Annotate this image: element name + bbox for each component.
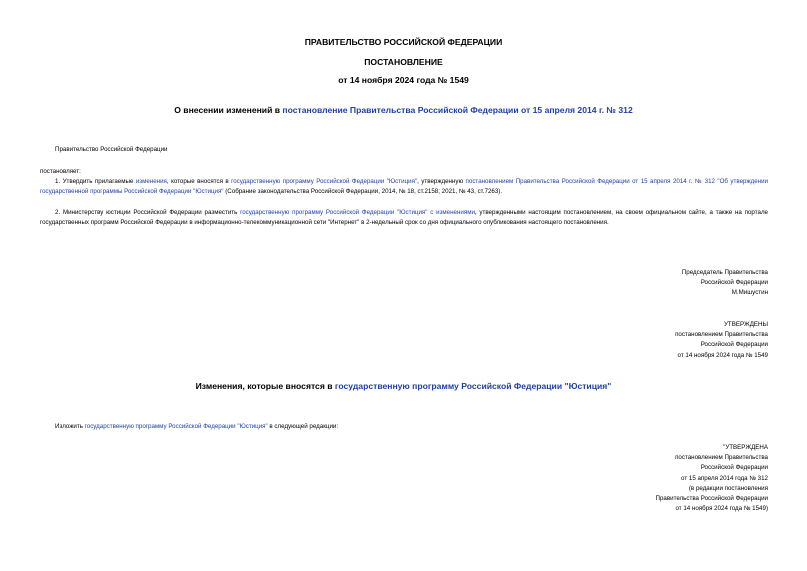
approved2-line-6: Правительства Российской Федерации: [655, 495, 768, 503]
approved2-block: [656, 443, 769, 514]
issuer-text: Правительство Российской Федерации: [55, 146, 168, 153]
p1-text-b: , которые вносятся в: [166, 178, 232, 185]
p2-text-b: , утвержденными настоящим постановлением, на своем официальном сайте, а также на портале государственных программ Российской Федерации в информационно-телекоммуникационной сети "Интернет" в 2-недельный срок со дня официального опубликования настоящего постановления.: [40, 209, 768, 226]
instr-link-program[interactable]: государственную программу Российской Федерации "Юстиция": [84, 423, 268, 430]
signature-line-2: Российской Федерации: [700, 279, 768, 287]
instruction-text: [55, 422, 338, 432]
doc-type-heading: ПОСТАНОВЛЕНИЕ: [364, 57, 443, 67]
document-title: [0, 105, 807, 115]
p1-text-a: 1. Утвердить прилагаемые: [55, 178, 136, 185]
instr-text-a: Изложить: [55, 423, 85, 430]
approved2-line-7: от 14 ноября 2024 года № 1549): [675, 505, 768, 513]
changes-title-link[interactable]: государственную программу Российской Федерации "Юстиция": [334, 381, 612, 391]
signature-block: [682, 268, 768, 299]
p1-link-program[interactable]: государственную программу Российской Федерации "Юстиция": [231, 178, 418, 185]
approved2-line-3: Российской Федерации: [700, 464, 768, 472]
p1-text-c: , утвержденную: [417, 178, 466, 185]
signature-line-1: Председатель Правительства: [681, 269, 768, 276]
approved-line-1: УТВЕРЖДЕНЫ: [724, 321, 768, 328]
p2-link-program[interactable]: государственную программу Российской Федерации "Юстиция" с изменениями: [240, 209, 475, 216]
approved2-line-5: (в редакции постановления: [688, 484, 768, 492]
p1-link-changes[interactable]: изменения: [135, 178, 167, 185]
p1-text-d: (Собрание законодательства Российской Федерации, 2014, № 18, ст.2158; 2021, № 43, ст.7263).: [223, 188, 503, 195]
changes-title-prefix: Изменения, которые вносятся в: [195, 381, 335, 391]
signature-line-3: М.Мишустин: [731, 289, 768, 297]
approved2-line-4: от 15 апреля 2014 года № 312: [681, 474, 768, 482]
instr-text-b: в следующей редакции:: [267, 423, 339, 430]
approved2-line-2: постановлением Правительства: [675, 454, 768, 462]
approved-line-2: постановлением Правительства: [675, 331, 768, 339]
paragraph-2: [40, 208, 768, 228]
approved-block: [675, 320, 768, 361]
title-link[interactable]: постановление Правительства Российской Федерации от 15 апреля 2014 г. № 312: [282, 105, 633, 115]
approved-line-4: от 14 ноября 2024 года № 1549: [677, 351, 768, 359]
title-prefix: О внесении изменений в: [174, 105, 283, 115]
p1-link-decree[interactable]: постановлением Правительства Российской Федерации от 15 апреля 2014 г. № 312 "Об утверждении государственной программы Российской Федерации "Юстиция": [40, 178, 768, 195]
approved2-line-1: "УТВЕРЖДЕНА: [723, 444, 768, 451]
org-heading: ПРАВИТЕЛЬСТВО РОССИЙСКОЙ ФЕДЕРАЦИИ: [304, 37, 503, 47]
changes-title: [0, 381, 807, 391]
paragraph-1: [40, 177, 768, 197]
date-number-heading: от 14 ноября 2024 года № 1549: [338, 75, 469, 85]
approved-line-3: Российской Федерации: [700, 341, 768, 349]
p2-text-a: 2. Министерству юстиции Российской Федерации разместить: [55, 209, 241, 216]
decree-text: постановляет:: [40, 168, 81, 175]
